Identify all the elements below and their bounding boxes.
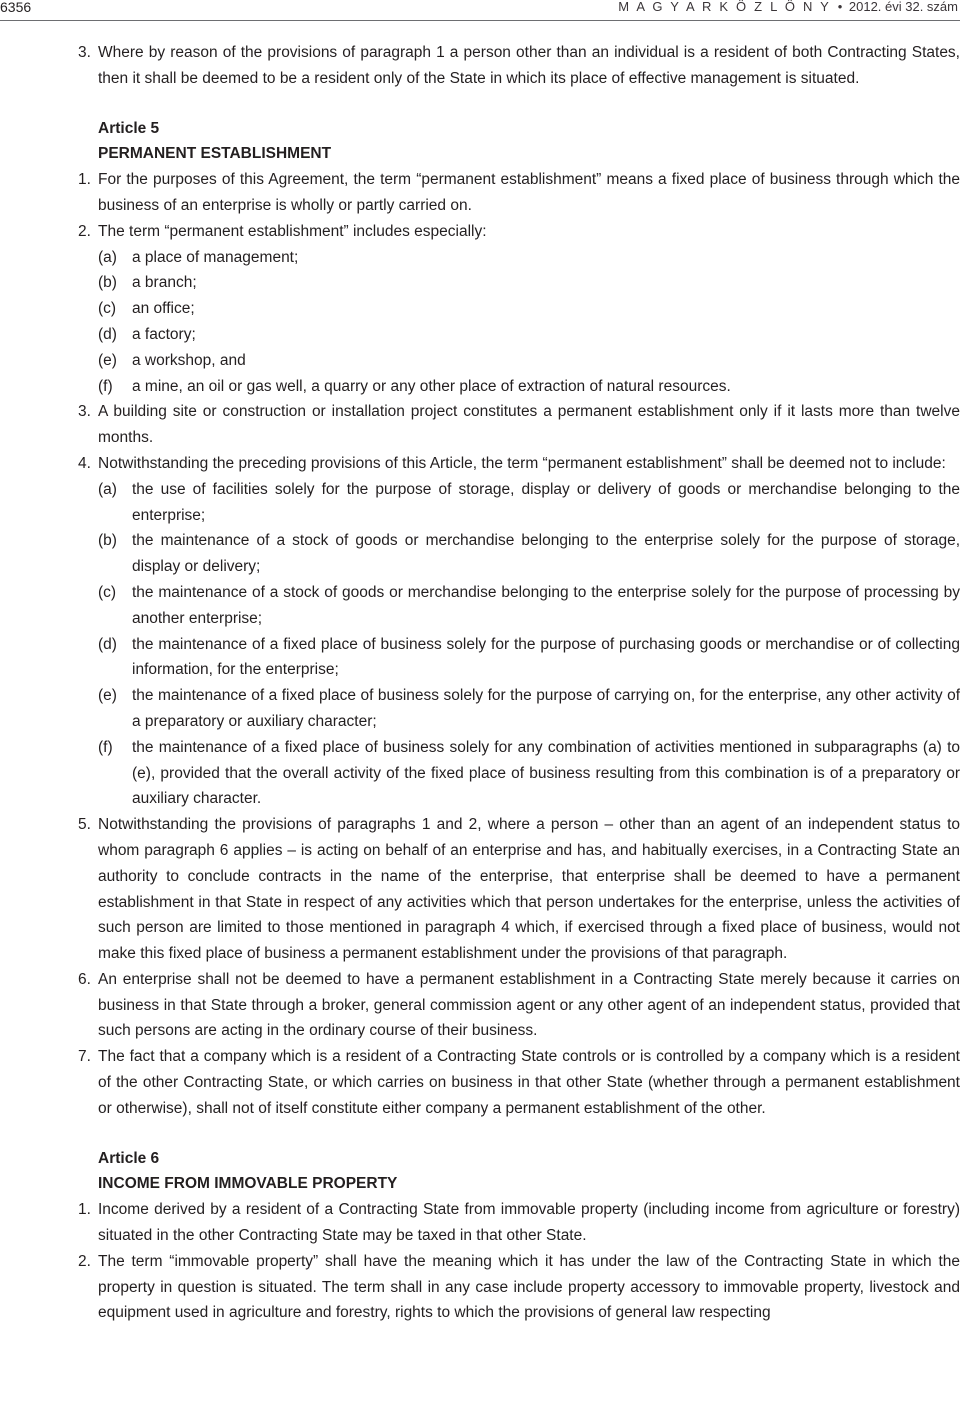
item-text: the maintenance of a fixed place of business solely for the purpose of purchasing goods or merchandise or of collecting information, for the enterprise; (132, 635, 960, 679)
a5-p4-item-e (0, 683, 960, 735)
article-5-subtitle: PERMANENT ESTABLISHMENT (98, 145, 332, 163)
article-5-title: Article 5 (98, 119, 160, 137)
a5-paragraph-2 (0, 219, 960, 245)
page-number: 6356 (0, 0, 32, 15)
a5-paragraph-4 (0, 451, 960, 477)
a5-p2-item-b (0, 270, 960, 296)
item-label: (d) (98, 635, 117, 653)
item-text: a mine, an oil or gas well, a quarry or any other place of extraction of natural resources. (132, 377, 731, 395)
paragraph-text: Notwithstanding the preceding provisions of this Article, the term “permanent establishment” shall be deemed not to include: (98, 454, 946, 472)
page-header (0, 0, 960, 20)
a5-p4-item-f (0, 735, 960, 812)
paragraph-number: 3. (78, 403, 91, 421)
a5-paragraph-1 (0, 167, 960, 219)
a5-p4-item-a (0, 477, 960, 529)
paragraph-number: 2. (78, 1252, 91, 1270)
a5-paragraph-6 (0, 967, 960, 1044)
item-label: (d) (98, 325, 117, 343)
item-text: the maintenance of a fixed place of business solely for any combination of activities mentioned in subparagraphs (a) to (e), provided that the overall activity of the fixed place of business resulting from this combination is of a preparatory or auxiliary character. (132, 738, 960, 808)
a5-p2-item-d (0, 322, 960, 348)
item-label: (b) (98, 274, 117, 292)
running-title (618, 0, 958, 14)
a5-p2-item-a (0, 245, 960, 271)
item-text: the use of facilities solely for the purpose of storage, display or delivery of goods or merchandise belonging to the enterprise; (132, 480, 960, 524)
paragraph-text: A building site or construction or installation project constitutes a permanent establishment only if it lasts more than twelve months. (98, 403, 960, 447)
item-label: (f) (98, 377, 113, 395)
item-text: the maintenance of a fixed place of business solely for the purpose of carrying on, for the enterprise, any other activity of a preparatory or auxiliary character; (132, 687, 960, 730)
journal-name: M A G Y A R K Ö Z L Ö N Y (618, 0, 832, 14)
a5-p2-item-f (0, 374, 960, 400)
bullet-separator: • (837, 0, 843, 14)
a5-paragraph-5 (0, 812, 960, 967)
paragraph-number: 5. (78, 816, 91, 834)
paragraph-text: An enterprise shall not be deemed to have a permanent establishment in a Contracting State merely because it carries on business in that State through a broker, general commission agent or any other agent of an independent status, provided that such persons are acting in the ordinary course of their business. (98, 970, 960, 1040)
paragraph-text: Notwithstanding the provisions of paragraphs 1 and 2, where a person – other than an agent of an independent status to whom paragraph 6 applies – is acting on behalf of an enterprise and has, and habitually exercises, in a Contracting State an authority to conclude contracts in the name of the enterprise, that enterprise shall be deemed to have a permanent establishment in that State in respect of any activities which that person undertakes for the enterprise, unless the activities of such person are limited to those mentioned in paragraph 4 which, if exercised through a fixed place of business, would not make this fixed place of business a permanent establishment under the provisions of that paragraph. (98, 816, 960, 963)
paragraph-text: The term “permanent establishment” includes especially: (98, 222, 487, 240)
a5-p4-item-b (0, 528, 960, 580)
a5-p4-item-d (0, 632, 960, 684)
paragraph-number: 2. (78, 222, 91, 240)
a6-paragraph-1 (0, 1197, 960, 1249)
paragraph-text: Where by reason of the provisions of paragraph 1 a person other than an individual is a resident of both Contracting States, then it shall be deemed to be a resident only of the State in which its place of effective management is situated. (98, 44, 960, 87)
a5-p2-item-c (0, 296, 960, 322)
issue-number: 2012. évi 32. szám (848, 0, 958, 14)
paragraph-number: 3. (78, 44, 91, 61)
paragraph-text: The fact that a company which is a resident of a Contracting State controls or is controlled by a company which is a resident of the other Contracting State, or which carries on business in that other State (whether through a permanent establishment or otherwise), shall not of itself constitute either company a permanent establishment of the other. (98, 1048, 960, 1117)
item-label: (e) (98, 351, 117, 369)
item-label: (e) (98, 687, 117, 705)
article-6-subtitle: INCOME FROM IMMOVABLE PROPERTY (98, 1175, 398, 1193)
item-label: (c) (98, 583, 117, 601)
paragraph-number: 1. (78, 1201, 91, 1219)
item-text: the maintenance of a stock of goods or merchandise belonging to the enterprise solely for the purpose of processing by another enterprise; (132, 583, 960, 627)
item-text: a place of management; (132, 248, 299, 266)
paragraph-text: For the purposes of this Agreement, the term “permanent establishment” means a fixed place of business through which the business of an enterprise is wholly or partly carried on. (98, 171, 960, 214)
a5-paragraph-3 (0, 399, 960, 451)
item-label: (a) (98, 480, 117, 498)
document-body (0, 40, 960, 1326)
item-text: the maintenance of a stock of goods or merchandise belonging to the enterprise solely for the purpose of storage, display or delivery; (132, 532, 960, 576)
paragraph-number: 7. (78, 1048, 91, 1066)
item-label: (c) (98, 300, 117, 318)
item-label: (f) (98, 738, 113, 756)
paragraph-3 (0, 40, 960, 92)
item-text: a branch; (132, 274, 197, 292)
a5-p2-item-e (0, 348, 960, 374)
paragraph-number: 1. (78, 171, 91, 189)
header-rule (0, 20, 960, 21)
a5-p4-item-c (0, 580, 960, 632)
item-text: a factory; (132, 325, 196, 343)
paragraph-number: 6. (78, 970, 91, 988)
paragraph-text: The term “immovable property” shall have the meaning which it has under the law of the Contracting State in which the property in question is situated. The term shall in any case include property accessory to immovable property, livestock and equipment used in agriculture and forestry, rights to which the provisions of general law respecting (98, 1252, 960, 1322)
item-label: (a) (98, 248, 117, 266)
a6-paragraph-2 (0, 1249, 960, 1326)
item-text: an office; (132, 300, 195, 318)
paragraph-text: Income derived by a resident of a Contracting State from immovable property (including income from agriculture or forestry) situated in the other Contracting State may be taxed in that other State. (98, 1201, 960, 1245)
paragraph-number: 4. (78, 454, 91, 472)
a5-paragraph-7 (0, 1044, 960, 1121)
article-6-title: Article 6 (98, 1149, 160, 1167)
item-text: a workshop, and (132, 351, 246, 369)
item-label: (b) (98, 532, 117, 550)
